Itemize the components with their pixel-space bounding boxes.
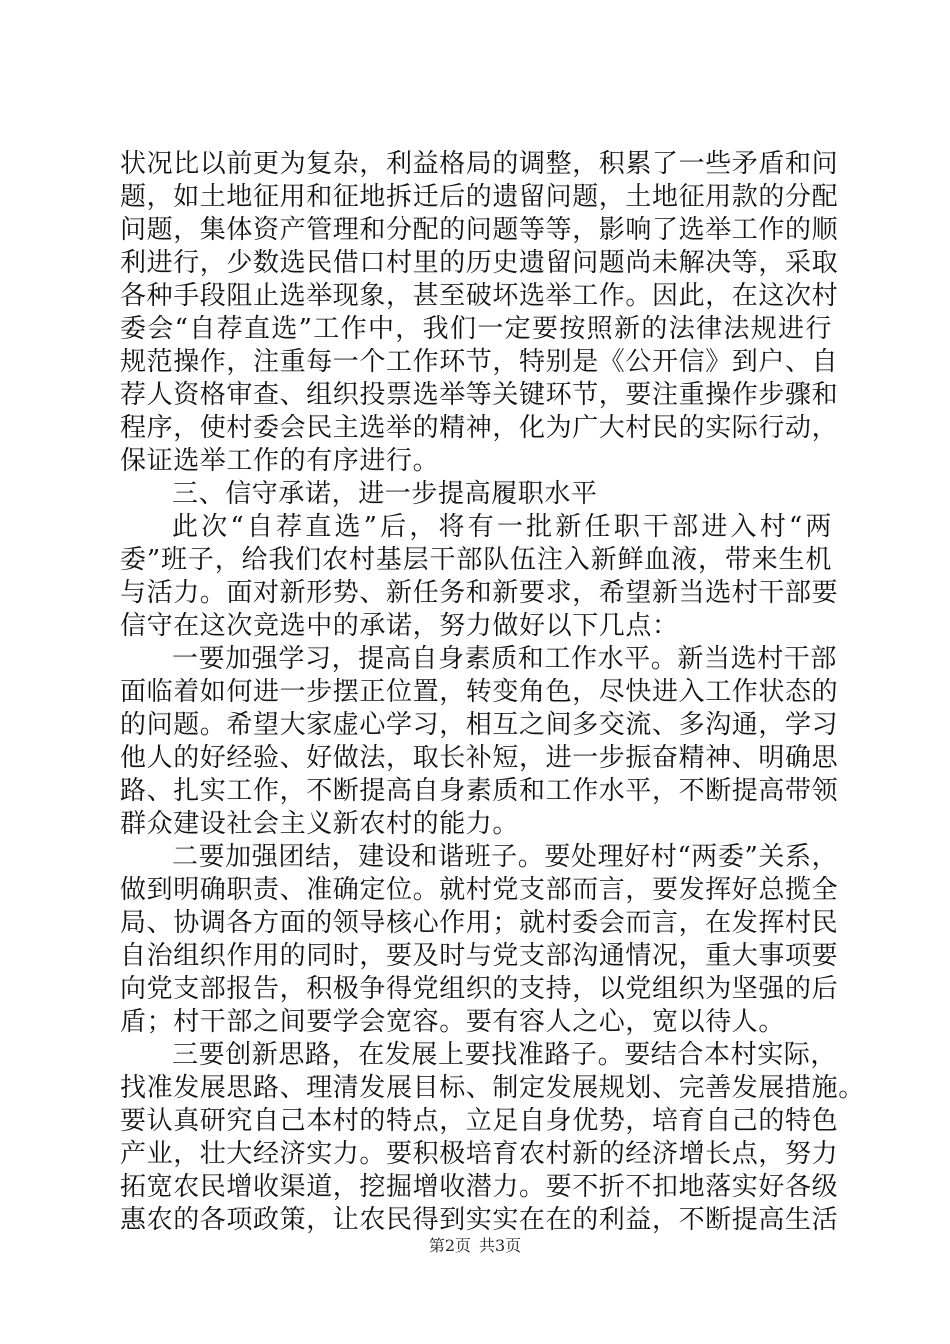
- text-line: 信守在这次竞选中的承诺，努力做好以下几点：: [120, 611, 679, 641]
- text-line: 委”班子，给我们农村基层干部队伍注入新鲜血液，带来生机: [120, 545, 832, 575]
- text-line: 三要创新思路，在发展上要找准路子。要结合本村实际，: [172, 1040, 838, 1070]
- page-number: 第2页: [428, 1236, 471, 1255]
- text-line: 题，如土地征用和征地拆迁后的遗留问题，土地征用款的分配: [120, 182, 839, 212]
- text-line: 局、协调各方面的领导核心作用；就村委会而言，在发挥村民: [120, 908, 839, 938]
- text-line: 自治组织作用的同时，要及时与党支部沟通情况，重大事项要: [120, 941, 839, 971]
- text-line: 他人的好经验、好做法，取长补短，进一步振奋精神、明确思: [120, 743, 839, 773]
- text-line: 问题，集体资产管理和分配的问题等等，影响了选举工作的顺: [120, 215, 839, 245]
- text-line: 找准发展思路、理清发展目标、制定发展规划、完善发展措施。: [120, 1073, 865, 1103]
- text-line: 规范操作，注重每一个工作环节，特别是《公开信》到户、自: [120, 347, 839, 377]
- page-total: 共3页: [479, 1236, 522, 1255]
- text-line: 保证选举工作的有序进行。: [120, 446, 440, 476]
- text-line: 盾；村干部之间要学会宽容。要有容人之心，宽以待人。: [120, 1007, 786, 1037]
- text-line: 与活力。面对新形势、新任务和新要求，希望新当选村干部要: [120, 578, 839, 608]
- text-line: 一要加强学习，提高自身素质和工作水平。新当选村干部: [172, 644, 838, 674]
- text-line: 惠农的各项政策，让农民得到实实在在的利益，不断提高生活: [120, 1205, 839, 1235]
- text-line: 程序，使村委会民主选举的精神，化为广大村民的实际行动，: [120, 413, 839, 443]
- text-line: 委会“自荐直选”工作中，我们一定要按照新的法律法规进行: [120, 314, 832, 344]
- page-footer: [0, 1236, 950, 1256]
- text-line: 的问题。希望大家虚心学习，相互之间多交流、多沟通，学习: [120, 710, 839, 740]
- text-line: 群众建设社会主义新农村的能力。: [120, 809, 520, 839]
- text-line: 荐人资格审查、组织投票选举等关键环节，要注重操作步骤和: [120, 380, 839, 410]
- text-line: 路、扎实工作，不断提高自身素质和工作水平，不断提高带领: [120, 776, 839, 806]
- text-line: 要认真研究自己本村的特点，立足自身优势，培育自己的特色: [120, 1106, 839, 1136]
- text-line: 此次“自荐直选”后，将有一批新任职干部进入村“两: [172, 512, 832, 542]
- document-body: [120, 148, 865, 1237]
- text-line: 做到明确职责、准确定位。就村党支部而言，要发挥好总揽全: [120, 875, 839, 905]
- text-line: 面临着如何进一步摆正位置，转变角色，尽快进入工作状态的: [120, 677, 839, 707]
- text-line: 二要加强团结，建设和谐班子。要处理好村“两委”关系，: [172, 842, 839, 872]
- text-line: 拓宽农民增收渠道，挖掘增收潜力。要不折不扣地落实好各级: [120, 1172, 839, 1202]
- text-line: 利进行，少数选民借口村里的历史遗留问题尚未解决等，采取: [120, 248, 839, 278]
- text-line: 各种手段阻止选举现象，甚至破坏选举工作。因此，在这次村: [120, 281, 839, 311]
- text-line: 向党支部报告，积极争得党组织的支持，以党组织为坚强的后: [120, 974, 839, 1004]
- text-line: 产业，壮大经济实力。要积极培育农村新的经济增长点，努力: [120, 1139, 839, 1169]
- text-line: 三、信守承诺，进一步提高履职水平: [172, 479, 598, 509]
- text-line: 状况比以前更为复杂，利益格局的调整，积累了一些矛盾和问: [120, 149, 839, 179]
